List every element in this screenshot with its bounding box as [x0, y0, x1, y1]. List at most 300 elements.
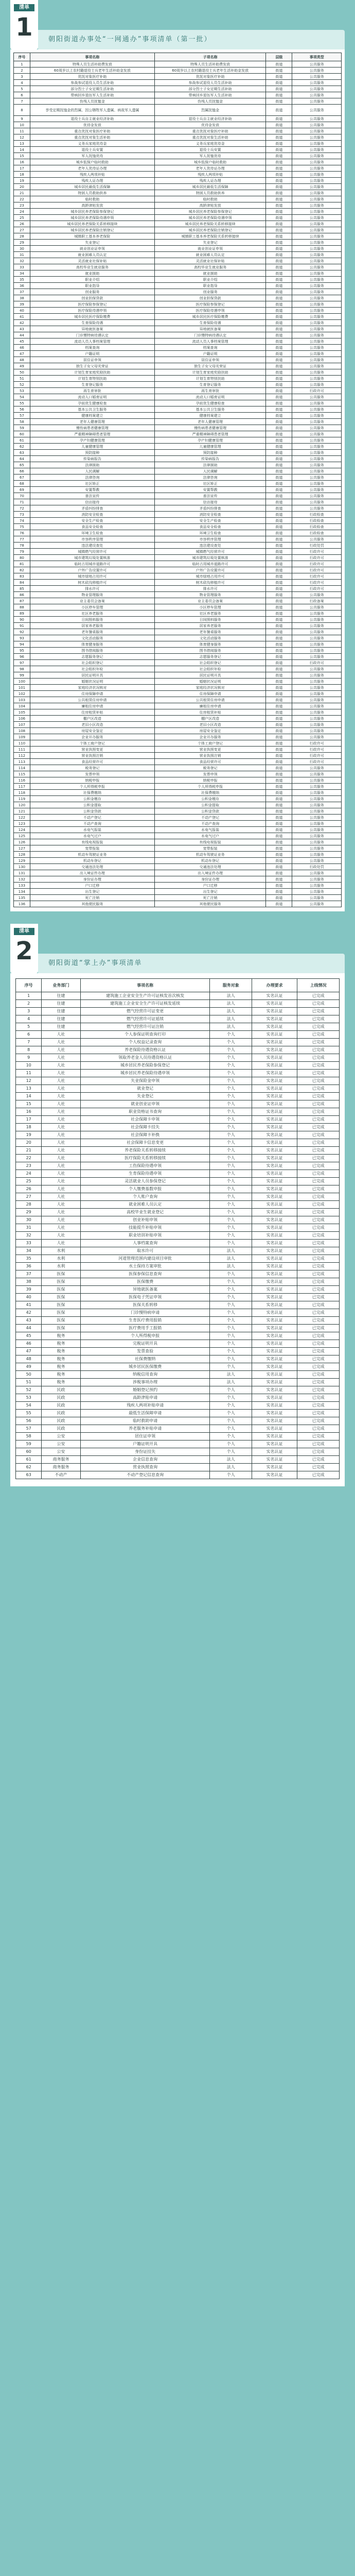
table-cell: 居住证申领: [80, 1433, 210, 1440]
table-cell: 水土保持方案审批: [80, 1263, 210, 1270]
table-cell: 已完成: [297, 1093, 340, 1100]
table-cell: 街道: [266, 252, 292, 258]
table-cell: 社会保障卡申领: [80, 1116, 210, 1124]
table-cell: 71: [14, 499, 30, 505]
table-cell: 公共服务: [292, 709, 342, 716]
table-cell: 燃气经营许可证注销: [80, 1023, 210, 1031]
table-cell: 个人: [210, 1209, 252, 1216]
table-cell: 街道: [266, 178, 292, 184]
table-cell: 60周岁以上农村籍退役士兵老年生活补助金发放: [30, 67, 154, 74]
table-cell: 税务: [42, 1348, 80, 1355]
table-row: [16, 1332, 340, 1340]
table-row: [16, 1425, 340, 1433]
table-cell: 水利: [42, 1263, 80, 1270]
table-header-cell: 服务对象: [210, 979, 252, 992]
table-cell: 社区矫正: [30, 481, 154, 487]
table-cell: 已完成: [297, 1456, 340, 1464]
table-cell: 城市建筑垃圾处置核准: [154, 555, 266, 561]
table-cell: 法律援助: [30, 462, 154, 468]
table-cell: 违法建设查处: [154, 543, 266, 549]
table-cell: 社会保障卡信息变更: [80, 1139, 210, 1147]
table-cell: 公共服务: [292, 345, 342, 351]
table-cell: 街道: [266, 530, 292, 536]
table-cell: 户外广告设置许可: [30, 567, 154, 573]
table-cell: 53: [14, 388, 30, 394]
table-cell: 64: [14, 456, 30, 462]
table-cell: 创业服务: [154, 289, 266, 295]
table-cell: 已完成: [297, 1162, 340, 1170]
table-cell: 个人: [210, 1116, 252, 1124]
table-cell: 街道: [266, 116, 292, 122]
table-cell: 公积金提取: [154, 802, 266, 808]
table-cell: 河道管理范围内建设项目审批: [80, 1255, 210, 1263]
table-row: [14, 654, 342, 660]
table-cell: 70: [14, 493, 30, 499]
table-cell: 街道: [266, 98, 292, 105]
table-cell: 已完成: [297, 1348, 340, 1355]
table-cell: 公共服务: [292, 536, 342, 543]
table-cell: 街道: [266, 635, 292, 641]
table-cell: 93: [14, 635, 30, 641]
table-cell: 街道: [266, 617, 292, 623]
table-cell: 实名认证: [252, 1193, 297, 1201]
table-row: [16, 1417, 340, 1425]
table-cell: 个人: [210, 1224, 252, 1232]
table-cell: 已完成: [297, 1216, 340, 1224]
table-cell: 生育登记服务: [154, 382, 266, 388]
table-row: [14, 808, 342, 815]
table-cell: 31: [14, 252, 30, 258]
table-cell: 养老服务补贴申请: [80, 1425, 210, 1433]
table-row: [14, 691, 342, 697]
table-cell: 3: [16, 1008, 42, 1015]
section-2-tab-label: 清单: [14, 928, 34, 935]
table-cell: 法人: [210, 1263, 252, 1270]
table-row: [16, 1031, 340, 1039]
table-cell: 图书借阅服务: [154, 648, 266, 654]
table-cell: 62: [14, 444, 30, 450]
table-cell: 33: [16, 1240, 42, 1247]
table-row: [14, 80, 342, 86]
section-1-header: [0, 0, 355, 49]
table-cell: 食品安全检查: [154, 524, 266, 530]
table-cell: 公共服务: [292, 592, 342, 598]
table-cell: 已完成: [297, 1410, 340, 1417]
table-cell: 41: [14, 314, 30, 320]
table-cell: 公共服务: [292, 450, 342, 456]
table-cell: 安全生产检查: [154, 518, 266, 524]
table-cell: 个人: [210, 1131, 252, 1139]
table-row: [14, 672, 342, 679]
table-cell: 街道: [266, 870, 292, 876]
table-cell: 死亡注销: [154, 895, 266, 901]
table-cell: 公共服务: [292, 215, 342, 221]
table-cell: 街道: [266, 419, 292, 425]
table-cell: 已完成: [297, 1039, 340, 1046]
table-cell: 住建: [42, 992, 80, 1000]
table-cell: 实名认证: [252, 1062, 297, 1070]
table-cell: 公共服务: [292, 147, 342, 153]
table-cell: 高龄津贴发放: [30, 202, 154, 209]
table-cell: 117: [14, 784, 30, 790]
table-cell: 82: [14, 567, 30, 573]
table-cell: 公共服务: [292, 672, 342, 679]
table-cell: 街道: [266, 660, 292, 666]
table-cell: 行政检查: [292, 524, 342, 530]
table-cell: 伤残人员抚恤金: [30, 98, 154, 105]
table-row: [14, 604, 342, 611]
table-cell: 个人: [210, 1417, 252, 1425]
table-cell: 老年餐桌服务: [30, 629, 154, 635]
table-cell: 60: [14, 431, 30, 437]
table-row: [14, 493, 342, 499]
table-cell: 街道: [266, 215, 292, 221]
table-row: [16, 1394, 340, 1402]
table-cell: 职业指导: [30, 283, 154, 289]
table-cell: 实名认证: [252, 1410, 297, 1417]
table-cell: 实名认证: [252, 1340, 297, 1348]
table-cell: 85: [14, 586, 30, 592]
table-cell: 实名认证: [252, 1046, 297, 1054]
table-cell: 特殊人员生活补助费发放: [30, 61, 154, 67]
table-cell: 军人抚恤优待: [30, 153, 154, 159]
table-cell: 城市绿地占用许可: [154, 573, 266, 580]
table-cell: 实名认证: [252, 1008, 297, 1015]
table-cell: 公共服务: [292, 105, 342, 116]
table-cell: 39: [14, 301, 30, 308]
table-cell: 33: [14, 264, 30, 270]
table-cell: 街道: [266, 611, 292, 617]
table-cell: 57: [14, 413, 30, 419]
table-cell: 公共服务: [292, 382, 342, 388]
table-cell: 户籍证明: [30, 351, 154, 357]
table-cell: 高龄津贴申请: [80, 1394, 210, 1402]
table-row: [14, 363, 342, 369]
table-cell: 107: [14, 722, 30, 728]
table-row: [14, 394, 342, 400]
table-cell: 公共服务: [292, 98, 342, 105]
table-cell: 45: [16, 1332, 42, 1340]
table-cell: 街道: [266, 351, 292, 357]
table-cell: 街道: [266, 363, 292, 369]
table-header-cell: 事项名称: [30, 53, 154, 61]
table-cell: 行政许可: [292, 580, 342, 586]
table-cell: 商务服务: [42, 1456, 80, 1464]
table-cell: 公共服务: [292, 845, 342, 852]
table-cell: 独生子女父母光荣证: [30, 363, 154, 369]
table-cell: 社区养老服务: [154, 611, 266, 617]
table-cell: 棚户区改造: [30, 716, 154, 722]
table-cell: 日间照料服务: [30, 617, 154, 623]
table-cell: 实名认证: [252, 1070, 297, 1077]
table-cell: 医保关系转移: [80, 1301, 210, 1309]
table-cell: 116: [14, 777, 30, 784]
table-cell: 行政许可: [292, 573, 342, 580]
table-cell: 公共服务: [292, 67, 342, 74]
table-cell: 11: [16, 1070, 42, 1077]
table-cell: 69: [14, 487, 30, 493]
table-row: [14, 277, 342, 283]
table-cell: 已完成: [297, 1247, 340, 1255]
table-cell: 街道: [266, 196, 292, 202]
table-row: [14, 141, 342, 147]
table-cell: 排水许可: [154, 586, 266, 592]
table-cell: 实名认证: [252, 1440, 297, 1448]
table-cell: 实名认证: [252, 1301, 297, 1309]
table-cell: 74: [14, 518, 30, 524]
table-cell: 110: [14, 740, 30, 747]
table-cell: 取水许可: [80, 1247, 210, 1255]
table-cell: 就业困难人员认定: [80, 1201, 210, 1209]
table-cell: 已完成: [297, 1270, 340, 1278]
table-cell: 街道: [266, 771, 292, 777]
table-cell: 实名认证: [252, 1116, 297, 1124]
table-cell: 77: [14, 536, 30, 543]
table-cell: 不动产登记信息查询: [80, 1471, 210, 1479]
table-cell: 已完成: [297, 1394, 340, 1402]
table-cell: 个人: [210, 1232, 252, 1240]
table-cell: 户外广告设置许可: [154, 567, 266, 573]
table-cell: 排水许可: [30, 586, 154, 592]
table-cell: 计划生育特别扶助: [154, 376, 266, 382]
table-cell: 实名认证: [252, 1270, 297, 1278]
table-cell: 街道: [266, 289, 292, 295]
table-cell: 社会组织登记: [154, 660, 266, 666]
table-row: [14, 240, 342, 246]
table-cell: 公共服务: [292, 400, 342, 406]
table-cell: 已完成: [297, 1131, 340, 1139]
table-cell: 城乡居民养老保险待遇申领: [154, 215, 266, 221]
table-cell: 公共服务: [292, 394, 342, 400]
table-cell: 98: [14, 666, 30, 672]
table-cell: 公共服务: [292, 499, 342, 505]
table-cell: 户口迁移: [154, 883, 266, 889]
table-cell: 公共服务: [292, 425, 342, 431]
table-cell: 公共服务: [292, 839, 342, 845]
table-cell: 公共服务: [292, 802, 342, 808]
table-row: [14, 852, 342, 858]
table-cell: 131: [14, 870, 30, 876]
table-cell: 街道: [266, 852, 292, 858]
table-cell: 就业创业证申领: [154, 246, 266, 252]
table-row: [16, 1255, 340, 1263]
table-cell: 103: [14, 697, 30, 703]
table-cell: 房屋安全鉴定: [154, 728, 266, 734]
table-cell: 实名认证: [252, 1124, 297, 1131]
table-cell: 街道: [266, 357, 292, 363]
table-cell: 街道: [266, 685, 292, 691]
table-cell: 41: [16, 1301, 42, 1309]
table-cell: 人社: [42, 1155, 80, 1162]
table-cell: 29: [16, 1209, 42, 1216]
table-cell: 街道: [266, 555, 292, 561]
table-cell: 健康档案建立: [154, 413, 266, 419]
table-cell: 业主委员会备案: [30, 598, 154, 604]
table-cell: 114: [14, 765, 30, 771]
table-cell: 个人: [210, 1402, 252, 1410]
table-cell: 税务登记: [154, 765, 266, 771]
table-cell: 公共服务: [292, 833, 342, 839]
table-row: [14, 74, 342, 80]
table-cell: 街道: [266, 716, 292, 722]
table-cell: 18: [16, 1124, 42, 1131]
table-cell: 就业困难人员认定: [30, 252, 154, 258]
table-cell: 16: [16, 1108, 42, 1116]
table-cell: 参战参试退役人员生活补助: [30, 80, 154, 86]
table-row: [14, 561, 342, 567]
table-cell: 居民证明开具: [154, 672, 266, 679]
table-cell: 58: [14, 419, 30, 425]
table-cell: 营业执照注销: [30, 753, 154, 759]
table-cell: 实名认证: [252, 1355, 297, 1363]
table-row: [14, 839, 342, 845]
table-row: [14, 617, 342, 623]
table-cell: 136: [14, 901, 30, 907]
table-row: [14, 833, 342, 839]
table-cell: 48: [16, 1355, 42, 1363]
table-cell: 公共服务: [292, 456, 342, 462]
table-cell: 人社: [42, 1209, 80, 1216]
table-cell: 实名认证: [252, 1464, 297, 1471]
table-cell: 婚姻状况证明: [30, 679, 154, 685]
table-cell: 社区养老服务: [30, 611, 154, 617]
table-cell: 35: [16, 1255, 42, 1263]
table-cell: 实名认证: [252, 1100, 297, 1108]
table-cell: 街道: [266, 734, 292, 740]
table-row: [14, 629, 342, 635]
table-cell: 公共服务: [292, 289, 342, 295]
table-cell: 115: [14, 771, 30, 777]
table-cell: 街道: [266, 740, 292, 747]
table-row: [14, 747, 342, 753]
table-cell: 公共服务: [292, 629, 342, 635]
table-cell: 公共服务: [292, 722, 342, 728]
table-cell: 个人所得税申报: [30, 784, 154, 790]
table-cell: 街道: [266, 338, 292, 345]
table-cell: 社会保障卡补换: [80, 1131, 210, 1139]
table-cell: 公共服务: [292, 796, 342, 802]
table-row: [16, 1093, 340, 1100]
table-cell: 矛盾纠纷排查: [154, 505, 266, 512]
table-cell: 异地就医备案: [80, 1286, 210, 1294]
table-cell: 公共服务: [292, 784, 342, 790]
table-cell: 实名认证: [252, 1162, 297, 1170]
table-row: [16, 1410, 340, 1417]
table-cell: 个人: [210, 1471, 252, 1479]
table-cell: 个人: [210, 1162, 252, 1170]
table-row: [14, 264, 342, 270]
table-cell: 食品安全检查: [30, 524, 154, 530]
table-cell: 个人: [210, 1386, 252, 1394]
table-cell: 公共服务: [292, 202, 342, 209]
table-cell: 实名认证: [252, 1448, 297, 1456]
table-cell: 公共服务: [292, 821, 342, 827]
table-cell: 实名认证: [252, 1332, 297, 1340]
table-cell: 实名认证: [252, 1286, 297, 1294]
table-cell: 已完成: [297, 1232, 340, 1240]
table-cell: 个体工商户登记: [30, 740, 154, 747]
table-cell: 19: [14, 178, 30, 184]
table-row: [14, 505, 342, 512]
table-row: [16, 1456, 340, 1464]
table-row: [16, 1139, 340, 1147]
table-cell: 居民证明开具: [30, 672, 154, 679]
table-cell: 已完成: [297, 1170, 340, 1178]
table-cell: 水电气报装: [30, 827, 154, 833]
table-cell: 已完成: [297, 1379, 340, 1386]
table-row: [14, 128, 342, 134]
table-cell: 人社: [42, 1224, 80, 1232]
table-cell: 个人: [210, 1440, 252, 1448]
table-cell: 公共服务: [292, 883, 342, 889]
table-cell: 个人: [210, 1309, 252, 1317]
table-row: [14, 425, 342, 431]
table-cell: 16: [14, 159, 30, 165]
table-cell: 职业培训补贴申领: [80, 1232, 210, 1240]
table-cell: 84: [14, 580, 30, 586]
table-cell: 个人: [210, 1108, 252, 1116]
table-cell: 文化活动服务: [154, 635, 266, 641]
table-cell: 公共服务: [292, 611, 342, 617]
table-cell: 已完成: [297, 1371, 340, 1379]
table-cell: 失业登记: [80, 1093, 210, 1100]
table-cell: 燃气经营许可证变更: [80, 1008, 210, 1015]
table-cell: 职业介绍: [154, 277, 266, 283]
table-cell: 城乡居民医疗保险缴费: [154, 314, 266, 320]
table-cell: 不动产查询: [30, 821, 154, 827]
table-cell: 街道: [266, 382, 292, 388]
table-row: [16, 1270, 340, 1278]
table-cell: 街道: [266, 388, 292, 394]
table-cell: 街道: [266, 512, 292, 518]
table-cell: 55: [14, 400, 30, 406]
table-row: [14, 172, 342, 178]
table-cell: 公共服务: [292, 128, 342, 134]
table-cell: 公共服务: [292, 227, 342, 233]
table-row: [14, 221, 342, 227]
table-cell: 公共服务: [292, 122, 342, 128]
table-cell: 25: [14, 215, 30, 221]
table-cell: 52: [14, 382, 30, 388]
table-cell: 9: [16, 1054, 42, 1062]
table-row: [16, 1440, 340, 1448]
table-cell: 个人: [210, 1433, 252, 1440]
table-cell: 公共服务: [292, 679, 342, 685]
table-cell: 公共服务: [292, 233, 342, 240]
table-cell: 实名认证: [252, 1131, 297, 1139]
table-cell: 异地就医备案: [154, 326, 266, 332]
table-cell: 市容秩序管理: [154, 536, 266, 543]
table-cell: 街道: [266, 172, 292, 178]
table-cell: 生育保险待遇: [154, 320, 266, 326]
table-cell: 安置帮教: [30, 487, 154, 493]
table-cell: 孕前优生健康检查: [154, 400, 266, 406]
table-cell: 水利: [42, 1247, 80, 1255]
table-cell: 公共服务: [292, 165, 342, 172]
table-cell: 24: [14, 209, 30, 215]
table-cell: 纳税信用查询: [80, 1371, 210, 1379]
table-cell: 实名认证: [252, 1054, 297, 1062]
table-cell: 城乡居民养老保险关系转移接续: [154, 221, 266, 227]
table-cell: 62: [16, 1464, 42, 1471]
table-cell: 街道: [266, 777, 292, 784]
table-cell: 公共服务: [292, 86, 342, 92]
table-cell: 街道: [266, 747, 292, 753]
table-cell: 街道: [266, 92, 292, 98]
table-row: [16, 1039, 340, 1046]
section-1-table: [13, 53, 342, 907]
table-cell: 家庭经济状况核对: [30, 685, 154, 691]
